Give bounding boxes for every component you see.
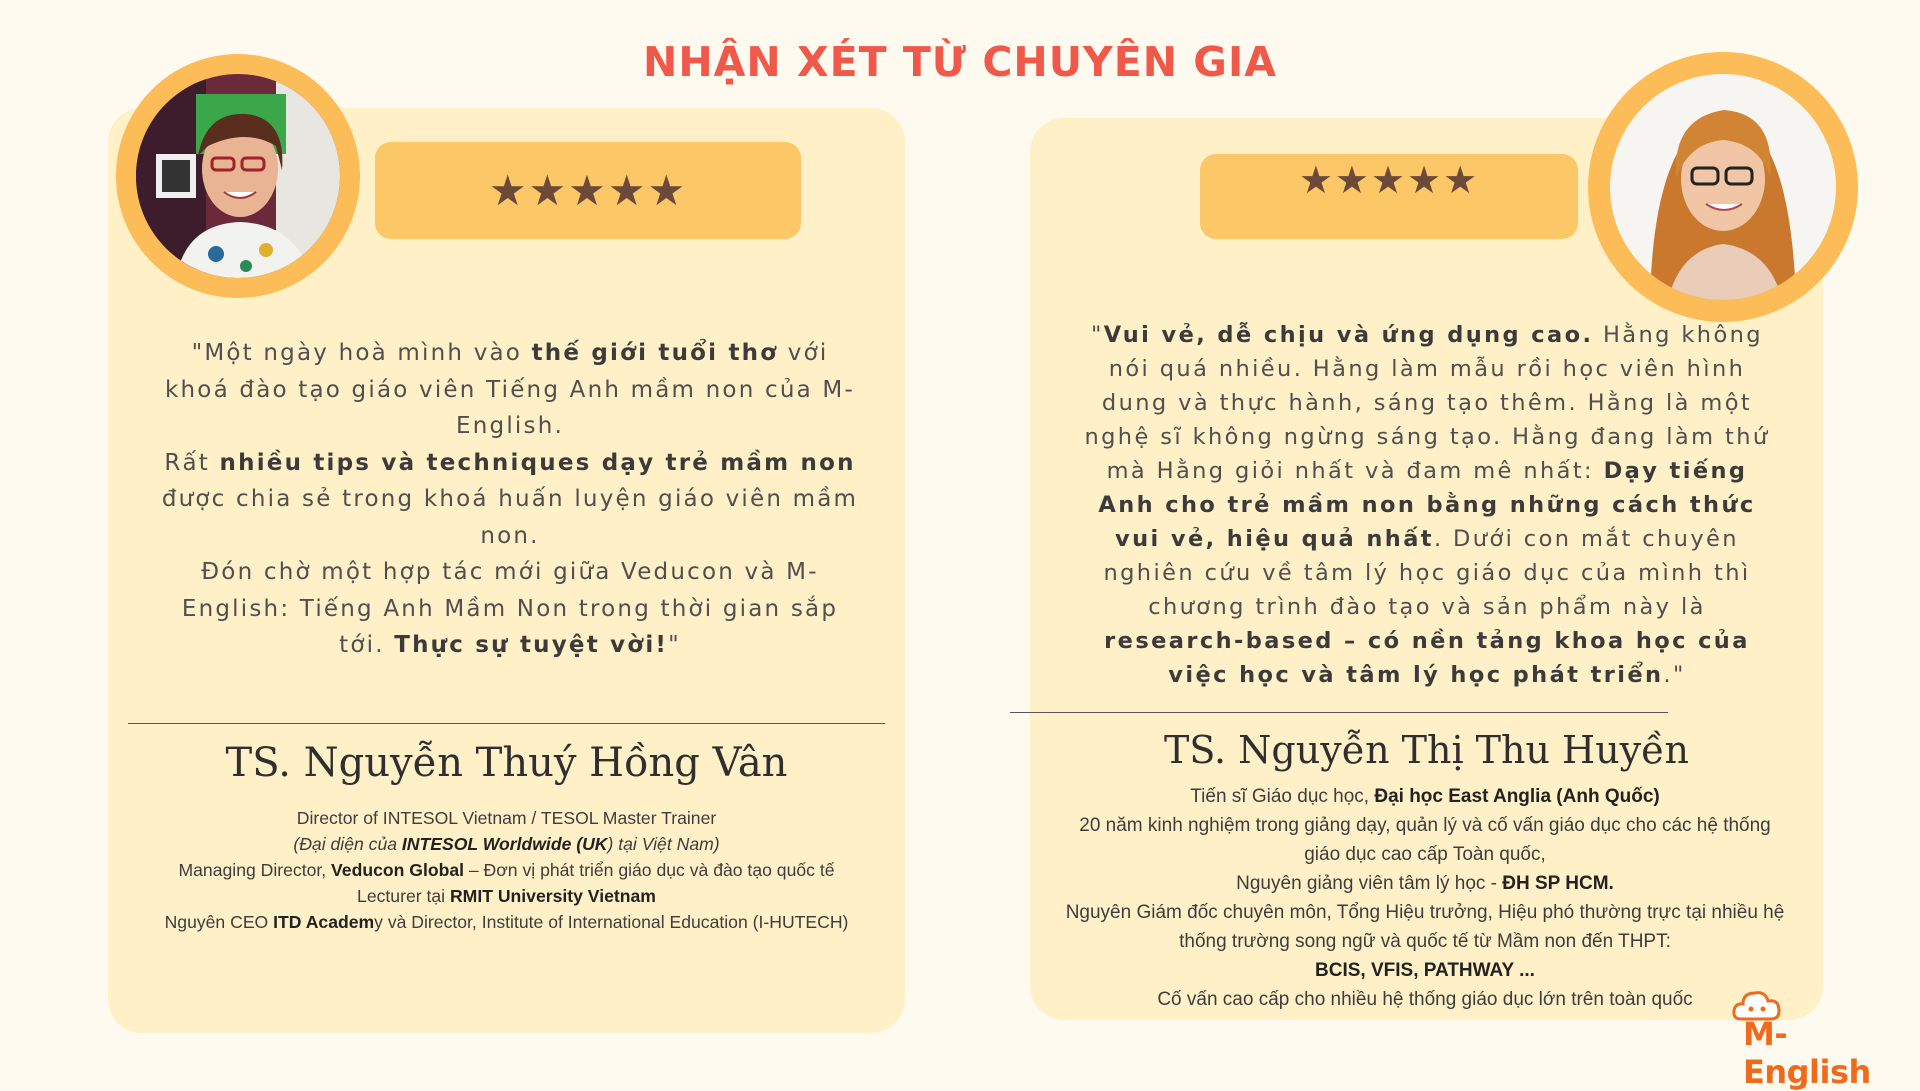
expert-name-left: TS. Nguyễn Thuý Hồng Vân bbox=[225, 740, 788, 786]
divider-right bbox=[1010, 712, 1668, 713]
logo-text: M-English bbox=[1743, 1015, 1871, 1091]
page-title: NHẬN XÉT TỪ CHUYÊN GIA bbox=[643, 38, 1277, 86]
five-stars-rating: ★★★★★ bbox=[1298, 158, 1480, 202]
credentials-right: Tiến sĩ Giáo dục học, Đại học East Anglia (Anh Quốc) 20 năm kinh nghiệm trong giảng dạy, quản lý và cố vấn giáo dục cho các hệ thống giáo dục cao cấp Toàn quốc, Nguyên giảng viên tâm lý học - ĐH SP HCM. Nguyên Giám đốc chuyên môn, Tổng Hiệu trưởng, Hiệu phó thường trực tại nhiều hệ thống trường song ngữ và quốc tế từ Mầm non đến THPT: BCIS, VFIS, PATHWAY ... Cố vấn cao cấp cho nhiều hệ thống giáo dục lớn trên toàn quốc bbox=[1065, 786, 1785, 1010]
rating-box-right bbox=[1200, 154, 1578, 239]
m-english-logo bbox=[1725, 985, 1905, 1091]
portrait-photo-right bbox=[1610, 74, 1836, 300]
avatar-left bbox=[116, 54, 360, 298]
expert-name-right: TS. Nguyễn Thị Thu Huyền bbox=[1164, 728, 1689, 772]
rating-box-left bbox=[375, 142, 801, 239]
five-stars-rating: ★★★★★ bbox=[488, 166, 688, 215]
testimonial-quote-left: "Một ngày hoà mình vào thế giới tuổi thơ với khoá đào tạo giáo viên Tiếng Anh mầm non của M-English. Rất nhiều tips và techniques dạy trẻ mầm non được chia sẻ trong khoá huấn luyện giáo viên mầm non. Đón chờ một hợp tác mới giữa Veducon và M-English: Tiếng Anh Mầm Non trong thời gian sắp tới. Thực sự tuyệt vời!" bbox=[161, 340, 859, 658]
testimonial-quote-right: "Vui vẻ, dễ chịu và ứng dụng cao. Hằng không nói quá nhiều. Hằng làm mẫu rồi học viên hình dung và thực hành, sáng tạo thêm. Hằng là một nghệ sĩ không ngừng sáng tạo. Hằng đang làm thứ mà Hằng giỏi nhất và đam mê nhất: Dạy tiếng Anh cho trẻ mầm non bằng những cách thức vui vẻ, hiệu quả nhất. Dưới con mắt chuyên nghiên cứu về tâm lý học giáo dục của mình thì chương trình đào tạo và sản phẩm này là research-based – có nền tảng khoa học của việc học và tâm lý học phát triển." bbox=[1084, 322, 1770, 688]
portrait-photo-left bbox=[136, 74, 340, 278]
divider-left bbox=[128, 723, 885, 724]
credentials-left: Director of INTESOL Vietnam / TESOL Master Trainer (Đại diện của INTESOL Worldwide (UK) tại Việt Nam) Managing Director, Veducon Global – Đơn vị phát triển giáo dục và đào tạo quốc tế Lecturer tại RMIT University Vietnam Nguyên CEO ITD Academy và Director, Institute of International Education (I-HUTECH) bbox=[164, 808, 849, 932]
avatar-right bbox=[1588, 52, 1858, 322]
